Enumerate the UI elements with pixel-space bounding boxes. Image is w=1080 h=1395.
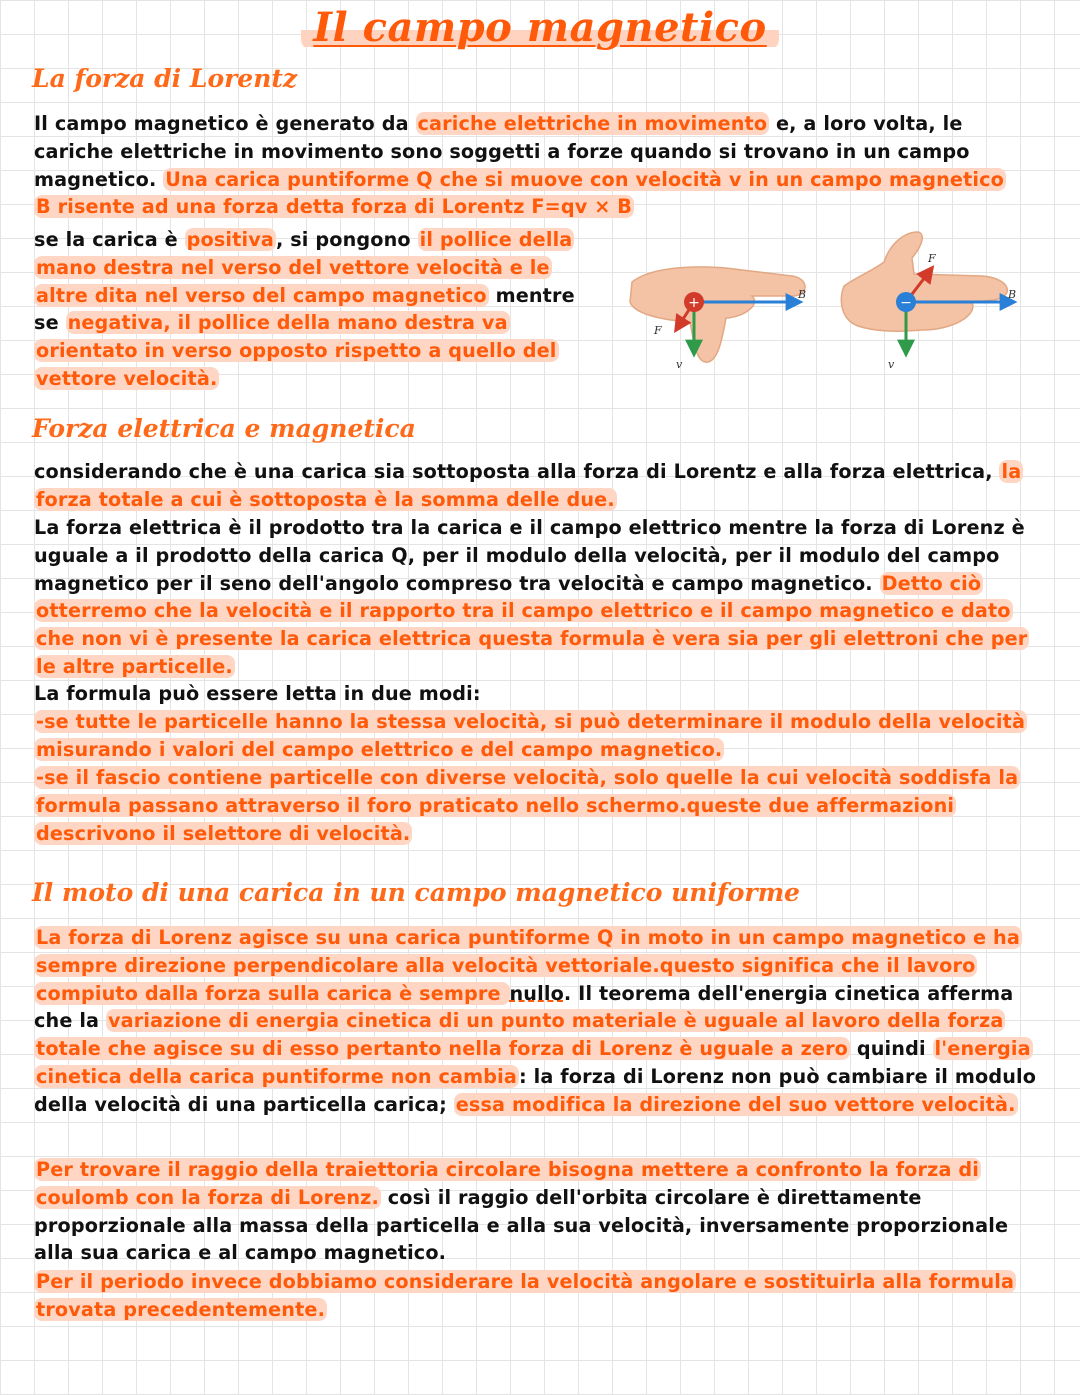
lorentz-intro-paragraph: Il campo magnetico è generato da cariche elettriche in movimento e, a loro volta, le cariche elettriche in movimento sono soggetti a forze quando si trovano in un campo magnetico. Una carica puntiforme Q che si muove con velocità v in un campo magnetico B risente ad una forza detta forza di Lorentz F=qv × B	[34, 112, 1004, 219]
hand-negative-illustration	[841, 232, 1016, 371]
page-title: Il campo magnetico	[0, 4, 1080, 51]
velocity-formula-paragraph: La forza elettrica è il prodotto tra la carica e il campo elettrico mentre la forza di Lorenz è uguale a il prodotto della carica Q, per il modulo della velocità, per il modulo del campo magnetico per il seno dell'angolo compreso tra velocità e campo magnetico. Detto ciò otterremo che la velocità e il rapporto tra il campo elettrico e il campo magnetico e dato che non vi è presente la carica elettrica questa formula è vera sia per gli elettroni che per le altre particelle.	[34, 516, 1028, 678]
kinetic-energy-paragraph: La forza di Lorenz agisce su una carica puntiforme Q in moto in un campo magnetico e ha sempre direzione perpendicolare alla velocità vettoriale.questo significa che il lavoro compiuto dalla forza sulla carica è sempre nullo. Il teorema dell'energia cinetica afferma che la variazione di energia cinetica di un punto materiale è uguale al lavoro della forza totale che agisce su di esso pertanto nella forza di Lorenz è uguale a zero quindi l'energia cinetica della carica puntiforme non cambia : la forza di Lorenz non può cambiare il modulo della velocità di una particella carica; essa modifica la direzione del suo vettore velocità.	[34, 926, 1037, 1116]
right-hand-rule-paragraph: se la carica è positiva , si pongono il pollice della mano destra nel verso del vettore velocità e le altre dita nel verso del campo magnetico mentre se negativa, il pollice della mano destra va orientato in verso opposto rispetto a quello del vettore velocità.	[34, 228, 575, 390]
f-label-2: F	[928, 252, 936, 265]
section-heading-electric-magnetic: Forza elettrica e magnetica	[32, 414, 416, 443]
b-label-1: B	[798, 288, 807, 301]
hand-diagrams	[622, 222, 1030, 390]
hand-positive-illustration	[630, 267, 806, 371]
reading-two-paragraph: -se il fascio contiene particelle con diverse velocità, solo quelle la cui velocità soddisfa la formula passano attraverso il foro praticato nello schermo.queste due affermazioni descrivono il selettore di velocità.	[36, 766, 1019, 845]
reading-one-paragraph: -se tutte le particelle hanno la stessa velocità, si può determinare il modulo della velocità misurando i valori del campo elettrico e del campo magnetico.	[36, 710, 1026, 761]
right-hand-rule-figure	[622, 222, 1030, 390]
v-label-1: v	[676, 358, 683, 371]
section-heading-lorentz: La forza di Lorentz	[32, 64, 298, 93]
v-label-2: v	[888, 358, 895, 371]
f-label-1: F	[654, 324, 662, 337]
positive-charge-label: +	[688, 295, 700, 311]
period-paragraph: Per il periodo invece dobbiamo considerare la velocità angolare e sostituirla alla formula trovata precedentemente.	[36, 1270, 1015, 1321]
total-force-paragraph: considerando che è una carica sia sottoposta alla forza di Lorentz e alla forza elettrica, la forza totale a cui è sottoposta è la somma delle due.	[34, 460, 1022, 511]
circular-radius-paragraph: Per trovare il raggio della traiettoria circolare bisogna mettere a confronto la forza di coulomb con la forza di Lorenz. così il raggio dell'orbita circolare è direttamente proporzionale alla massa della particella e alla sua velocità, inversamente proporzionale alla sua carica e al campo magnetico.	[34, 1158, 1009, 1265]
section-heading-uniform-field-motion: Il moto di una carica in un campo magnetico uniforme	[32, 878, 800, 907]
formula-readings-intro: La formula può essere letta in due modi:	[34, 682, 481, 705]
b-label-2: B	[1008, 288, 1017, 301]
negative-charge-label: −	[900, 295, 912, 311]
